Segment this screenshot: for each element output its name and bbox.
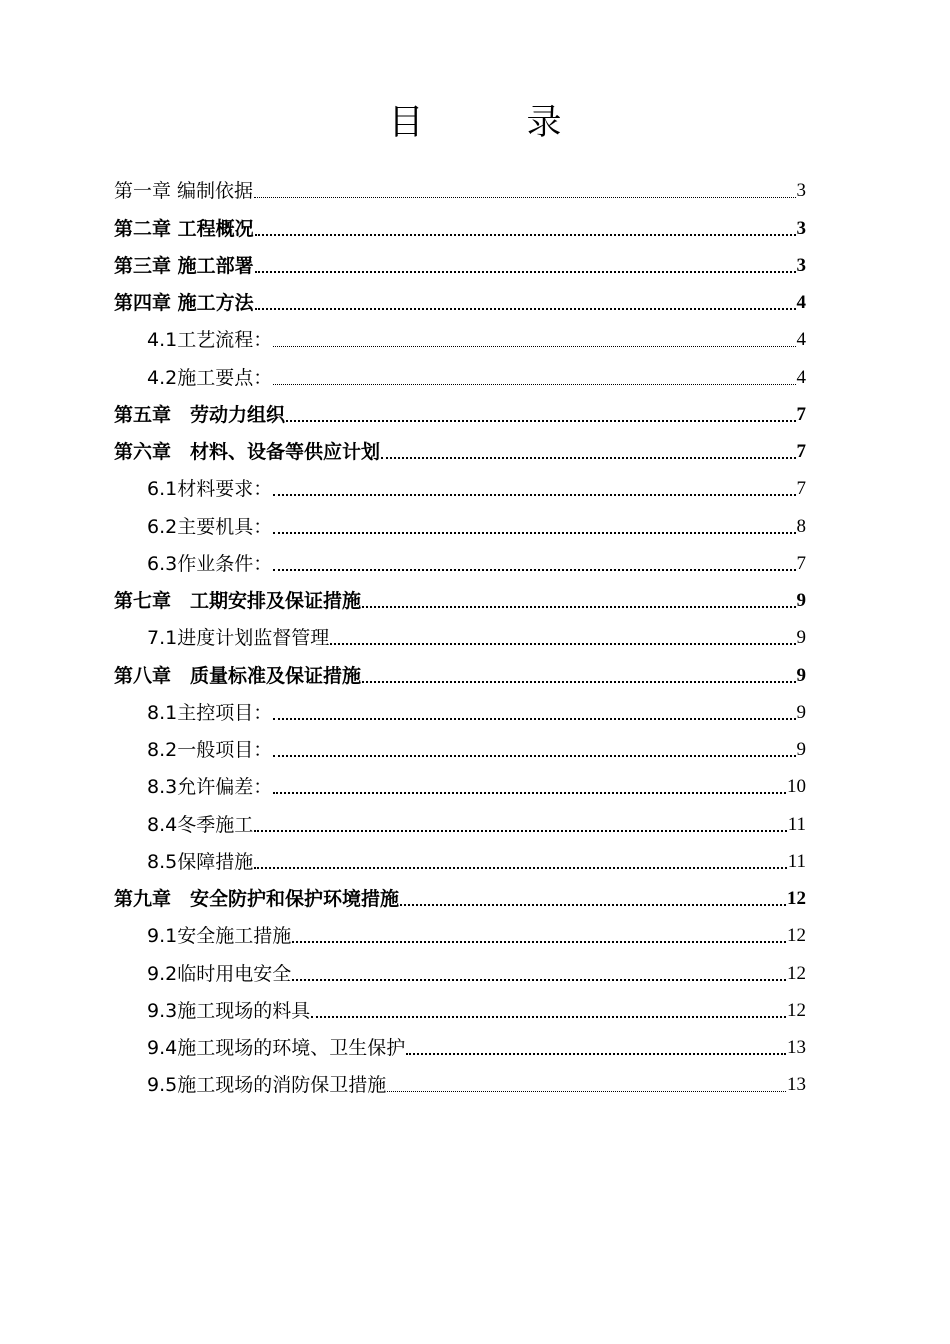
toc-entry[interactable] [114,987,806,1024]
toc-entry[interactable] [114,800,806,837]
toc-leader-dots [330,643,795,645]
toc-entry[interactable] [114,279,806,316]
toc-entry-label: 第五章 劳动力组织 [114,403,286,426]
toc-entry-page-number: 7 [796,441,806,462]
toc-entry-label: 第三章 施工部署 [114,254,254,277]
toc-leader-dots [255,271,796,273]
toc-entry[interactable] [114,875,806,912]
table-of-contents [114,167,806,1098]
toc-entry[interactable] [114,502,806,539]
toc-entry-label: 9.3施工现场的料具 [147,999,311,1022]
toc-entry[interactable] [114,912,806,949]
toc-leader-dots [273,346,795,347]
toc-entry-page-number: 3 [796,254,806,276]
toc-entry[interactable] [114,316,806,353]
toc-leader-dots [273,532,795,534]
toc-entry-label: 4.1工艺流程： [147,329,273,352]
toc-leader-dots [273,384,795,385]
toc-leader-dots [273,755,795,757]
toc-entry-page-number: 7 [796,552,806,574]
toc-entry[interactable] [114,651,806,688]
toc-entry-page-number: 12 [787,999,806,1021]
toc-entry[interactable] [114,726,806,763]
toc-entry-page-number: 9 [796,590,806,611]
toc-leader-dots [311,1016,786,1018]
toc-entry-label: 第六章 材料、设备等供应计划 [114,441,381,463]
toc-entry-label: 第四章 施工方法 [114,292,254,314]
toc-entry-page-number: 9 [796,739,806,760]
toc-entry-label: 第一章 编制依据 [114,180,254,203]
toc-entry-label: 8.4冬季施工 [147,813,254,836]
toc-entry-label: 8.5保障措施 [147,850,254,873]
toc-leader-dots [254,830,786,832]
toc-entry-page-number: 3 [796,217,806,239]
toc-entry-page-number: 12 [787,888,806,909]
toc-entry-label: 9.4施工现场的环境、卫生保护 [147,1037,406,1059]
toc-entry[interactable] [114,242,806,279]
toc-entry[interactable] [114,577,806,614]
toc-entry-page-number: 9 [796,627,806,649]
toc-entry[interactable] [114,689,806,726]
toc-leader-dots [362,681,795,683]
toc-leader-dots [255,308,796,310]
toc-entry-label: 第二章 工程概况 [114,217,254,240]
toc-entry-label: 第八章 质量标准及保证措施 [114,664,362,687]
toc-entry-page-number: 4 [796,329,806,351]
toc-leader-dots [292,979,786,981]
toc-leader-dots [286,420,795,422]
toc-entry[interactable] [114,167,806,204]
toc-entry-page-number: 10 [787,776,806,798]
page-title: 目 录 [388,103,596,143]
toc-entry-page-number: 7 [796,403,806,425]
toc-entry[interactable] [114,428,806,465]
toc-entry-label: 8.3允许偏差： [147,776,273,799]
toc-entry-page-number: 8 [796,515,806,537]
toc-entry-label: 4.2施工要点： [147,366,273,389]
toc-entry-label: 9.5施工现场的消防保卫措施 [147,1074,387,1097]
toc-entry-label: 7.1进度计划监督管理 [147,627,330,650]
toc-entry[interactable] [114,353,806,390]
toc-leader-dots [406,1053,786,1055]
toc-entry-page-number: 7 [796,478,806,500]
toc-leader-dots [255,234,796,236]
toc-entry-label: 9.1安全施工措施 [147,925,292,948]
toc-leader-dots [387,1091,786,1092]
toc-entry-page-number: 12 [787,925,806,947]
toc-entry-page-number: 9 [796,664,806,686]
toc-leader-dots [273,569,795,571]
toc-leader-dots [400,904,786,906]
toc-entry-label: 第七章 工期安排及保证措施 [114,590,362,612]
toc-entry-page-number: 4 [796,292,806,313]
toc-entry-label: 9.2临时用电安全 [147,962,292,985]
toc-entry[interactable] [114,763,806,800]
toc-leader-dots [273,494,795,496]
toc-entry-page-number: 13 [787,1074,806,1096]
toc-entry[interactable] [114,391,806,428]
toc-entry-label: 8.2一般项目： [147,739,273,761]
toc-entry-label: 8.1主控项目： [147,701,273,724]
toc-leader-dots [254,867,786,869]
toc-entry[interactable] [114,1024,806,1061]
toc-entry-page-number: 9 [796,701,806,723]
toc-entry-page-number: 12 [787,962,806,984]
toc-entry-label: 6.3作业条件： [147,552,273,575]
toc-entry-label: 6.2主要机具： [147,515,273,538]
toc-entry[interactable] [114,614,806,651]
toc-entry[interactable] [114,465,806,502]
toc-leader-dots [381,457,795,459]
toc-entry[interactable] [114,949,806,986]
toc-entry-label: 第九章 安全防护和保护环境措施 [114,888,400,910]
toc-leader-dots [362,606,795,608]
toc-entry-page-number: 4 [796,366,806,388]
toc-entry[interactable] [114,838,806,875]
toc-entry[interactable] [114,204,806,241]
toc-leader-dots [273,792,786,794]
toc-entry[interactable] [114,540,806,577]
toc-entry-page-number: 13 [787,1037,806,1058]
toc-entry-page-number: 11 [787,850,806,872]
toc-entry-label: 6.1材料要求： [147,478,273,501]
toc-leader-dots [273,718,795,720]
toc-leader-dots [254,197,795,198]
toc-entry-page-number: 3 [796,180,806,202]
toc-entry[interactable] [114,1061,806,1098]
toc-entry-page-number: 11 [787,813,806,835]
toc-leader-dots [292,941,786,943]
